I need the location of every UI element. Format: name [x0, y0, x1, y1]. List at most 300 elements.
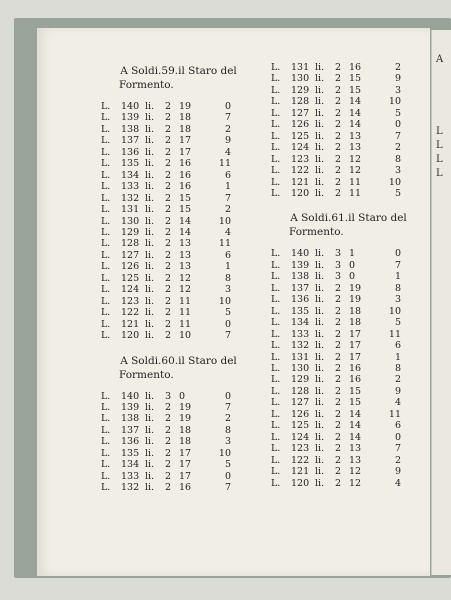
table-cell: li.: [315, 282, 325, 294]
table-cell: 18: [349, 305, 362, 317]
table-cell: 2: [165, 112, 172, 124]
section-title-line2: Formento.: [119, 79, 174, 91]
table-cell: li.: [315, 119, 325, 131]
table-cell: 14: [179, 226, 192, 238]
table-cell: 2: [335, 130, 342, 142]
table-cell: 140: [121, 390, 140, 402]
table-cell: 18: [179, 112, 192, 124]
table-row: [101, 273, 256, 284]
table-cell: 11: [349, 187, 362, 199]
table-cell: 129: [291, 374, 310, 386]
table-cell: 13: [349, 443, 362, 455]
table-cell: li.: [145, 318, 155, 330]
table-row: [271, 177, 426, 188]
table-row: [271, 108, 426, 119]
table-cell: li.: [315, 328, 325, 340]
table-cell: 16: [179, 169, 192, 181]
table-row: [101, 448, 256, 459]
table-cell: 140: [121, 101, 140, 112]
table-cell: 120: [121, 330, 140, 342]
table-cell: 10: [218, 295, 231, 307]
table-cell: L.: [101, 459, 111, 471]
table-cell: L.: [271, 187, 281, 199]
table-cell: 2: [165, 424, 172, 436]
table-row: [101, 238, 256, 249]
table-row: [271, 374, 426, 385]
table-cell: 2: [165, 101, 172, 112]
table-cell: 11: [179, 295, 192, 307]
table-cell: 19: [349, 282, 362, 294]
table-row: [271, 73, 426, 84]
table-cell: L.: [271, 305, 281, 317]
table-cell: 12: [349, 165, 362, 177]
table-row: [101, 284, 256, 295]
table-cell: 11: [349, 176, 362, 188]
table-cell: li.: [315, 187, 325, 199]
table-row: [271, 188, 426, 199]
table-cell: 0: [394, 248, 401, 260]
table-cell: L.: [101, 249, 111, 261]
table-row: [101, 471, 256, 482]
table-cell: 136: [121, 146, 140, 158]
table-cell: 2: [335, 107, 342, 119]
table-cell: 11: [388, 408, 401, 420]
table-cell: li.: [315, 107, 325, 119]
table-cell: 2: [165, 459, 172, 471]
table-cell: 13: [179, 261, 192, 273]
table-cell: 122: [121, 307, 140, 319]
table-cell: 123: [121, 295, 140, 307]
table-cell: 8: [224, 424, 231, 436]
table-cell: 0: [224, 101, 231, 112]
table-cell: 2: [165, 295, 172, 307]
table-cell: li.: [315, 176, 325, 188]
table-cell: 127: [291, 397, 310, 409]
table-cell: L.: [271, 176, 281, 188]
table-cell: li.: [315, 271, 325, 283]
table-cell: 131: [291, 62, 310, 73]
table-cell: 130: [291, 73, 310, 85]
table-row: [271, 340, 426, 351]
table-cell: 14: [349, 119, 362, 131]
table-cell: L.: [101, 146, 111, 158]
table-cell: 3: [224, 284, 231, 296]
table-cell: 0: [224, 470, 231, 482]
table-cell: li.: [145, 470, 155, 482]
table-cell: 138: [121, 413, 140, 425]
table-cell: 11: [218, 158, 231, 170]
table-cell: L.: [271, 142, 281, 154]
table-cell: 120: [291, 187, 310, 199]
table-cell: 2: [335, 443, 342, 455]
table-cell: 3: [335, 248, 342, 260]
table-row: [271, 386, 426, 397]
table-cell: 17: [349, 351, 362, 363]
table-cell: 10: [388, 96, 401, 108]
table-cell: L.: [271, 351, 281, 363]
table-cell: 15: [349, 73, 362, 85]
left-column: [101, 62, 256, 494]
table-cell: L.: [101, 204, 111, 216]
table-row: [101, 204, 256, 215]
table-cell: 135: [121, 158, 140, 170]
table-cell: 2: [335, 153, 342, 165]
table-cell: li.: [145, 401, 155, 413]
table-cell: li.: [145, 447, 155, 459]
table-cell: L.: [101, 436, 111, 448]
table-row: [101, 436, 256, 447]
table-cell: 7: [224, 401, 231, 413]
table-cell: 120: [291, 477, 310, 489]
table-cell: 2: [165, 330, 172, 342]
table-cell: 129: [121, 226, 140, 238]
table-row: [271, 432, 426, 443]
table-cell: 138: [291, 271, 310, 283]
table-cell: 14: [349, 408, 362, 420]
table-row: [101, 250, 256, 261]
table-cell: L.: [271, 374, 281, 386]
table-cell: L.: [271, 397, 281, 409]
right-column: [271, 62, 426, 489]
table-cell: 121: [121, 318, 140, 330]
table-cell: 2: [165, 272, 172, 284]
table-cell: L.: [271, 282, 281, 294]
table-cell: 0: [394, 119, 401, 131]
table-row: [271, 363, 426, 374]
table-cell: 2: [165, 204, 172, 216]
table-cell: 125: [121, 272, 140, 284]
table-cell: 2: [335, 73, 342, 85]
table-cell: 5: [394, 317, 401, 329]
table-cell: 2: [394, 142, 401, 154]
table-row: [271, 85, 426, 96]
table-cell: 16: [349, 374, 362, 386]
table-cell: 10: [218, 215, 231, 227]
table-cell: li.: [145, 158, 155, 170]
table-cell: li.: [315, 142, 325, 154]
table-cell: li.: [315, 248, 325, 260]
table-cell: 10: [388, 305, 401, 317]
table-cell: 17: [349, 340, 362, 352]
table-cell: 2: [335, 374, 342, 386]
table-cell: 137: [121, 135, 140, 147]
table-row: [101, 307, 256, 318]
table-cell: L.: [271, 130, 281, 142]
table-cell: L.: [101, 470, 111, 482]
table-cell: 8: [224, 272, 231, 284]
section-gap: [271, 199, 426, 209]
table-row: [101, 181, 256, 192]
table-cell: li.: [315, 62, 325, 73]
table-cell: L.: [101, 390, 111, 402]
table-row: [271, 455, 426, 466]
table-cell: li.: [145, 330, 155, 342]
table-cell: 13: [349, 130, 362, 142]
table-cell: li.: [315, 397, 325, 409]
table-cell: 2: [165, 261, 172, 273]
section-title: [271, 211, 426, 239]
table-cell: 134: [291, 317, 310, 329]
table-cell: li.: [315, 130, 325, 142]
table-cell: 2: [335, 142, 342, 154]
table-cell: 125: [291, 130, 310, 142]
table-cell: li.: [315, 84, 325, 96]
table-cell: L.: [271, 466, 281, 478]
table-cell: li.: [145, 249, 155, 261]
table-cell: L.: [101, 447, 111, 459]
table-cell: 2: [335, 84, 342, 96]
table-cell: 6: [394, 420, 401, 432]
table-cell: 2: [335, 305, 342, 317]
table-cell: 13: [349, 454, 362, 466]
table-cell: 126: [121, 261, 140, 273]
table-cell: 122: [291, 165, 310, 177]
table-cell: 131: [291, 351, 310, 363]
table-cell: li.: [145, 226, 155, 238]
table-cell: li.: [145, 413, 155, 425]
table-cell: li.: [315, 443, 325, 455]
table-cell: li.: [315, 477, 325, 489]
table-cell: li.: [145, 123, 155, 135]
table-cell: 2: [165, 169, 172, 181]
table-row: [101, 147, 256, 158]
table-cell: li.: [145, 436, 155, 448]
table-cell: 2: [165, 436, 172, 448]
table-cell: 2: [165, 192, 172, 204]
table-cell: 132: [291, 340, 310, 352]
table-cell: 16: [179, 482, 192, 494]
table-cell: 16: [349, 362, 362, 374]
table-cell: L.: [271, 96, 281, 108]
table-cell: 19: [179, 101, 192, 112]
table-cell: 3: [394, 165, 401, 177]
table-cell: li.: [315, 420, 325, 432]
table-row: [271, 260, 426, 271]
table-cell: 132: [121, 482, 140, 494]
table-cell: 139: [291, 259, 310, 271]
table-cell: L.: [271, 477, 281, 489]
table-cell: 2: [335, 431, 342, 443]
table-cell: 137: [291, 282, 310, 294]
table-cell: li.: [315, 259, 325, 271]
section-title-line1: A Soldi.59.il Staro del: [120, 65, 237, 77]
table-cell: L.: [271, 73, 281, 85]
table-cell: li.: [145, 146, 155, 158]
table-cell: 126: [291, 119, 310, 131]
table-cell: 2: [335, 408, 342, 420]
table-cell: 2: [165, 146, 172, 158]
next-page-edge: [431, 30, 451, 575]
table-cell: L.: [101, 272, 111, 284]
table-cell: L.: [271, 328, 281, 340]
table-cell: L.: [271, 420, 281, 432]
table-cell: L.: [101, 101, 111, 112]
table-cell: 18: [179, 424, 192, 436]
table-cell: 128: [291, 96, 310, 108]
table-cell: 10: [388, 176, 401, 188]
table-cell: li.: [145, 101, 155, 112]
table-cell: L.: [101, 318, 111, 330]
table-cell: 3: [335, 271, 342, 283]
table-row: [101, 330, 256, 341]
table-cell: li.: [315, 165, 325, 177]
table-cell: 2: [335, 187, 342, 199]
table-cell: 134: [121, 459, 140, 471]
table-cell: li.: [145, 307, 155, 319]
section-title-line2: Formento.: [119, 368, 174, 381]
table-cell: 121: [291, 466, 310, 478]
table-cell: 126: [291, 408, 310, 420]
table-cell: 2: [165, 447, 172, 459]
table-cell: 17: [179, 146, 192, 158]
section-title: [101, 64, 256, 92]
table-cell: 2: [335, 165, 342, 177]
table-row: [271, 154, 426, 165]
table-cell: 133: [121, 181, 140, 193]
table-cell: 2: [335, 340, 342, 352]
table-row: [271, 478, 426, 489]
table-cell: 129: [291, 84, 310, 96]
table-cell: L.: [271, 107, 281, 119]
table-cell: L.: [101, 330, 111, 342]
table-cell: 137: [121, 424, 140, 436]
table-cell: 7: [224, 330, 231, 342]
table-cell: 4: [224, 226, 231, 238]
table-cell: li.: [145, 295, 155, 307]
table-cell: 127: [121, 249, 140, 261]
table-cell: L.: [101, 169, 111, 181]
table-cell: 2: [335, 362, 342, 374]
table-cell: 3: [224, 436, 231, 448]
table-cell: L.: [271, 259, 281, 271]
table-row: [271, 283, 426, 294]
table-row: [101, 261, 256, 272]
table-cell: 1: [224, 261, 231, 273]
table-cell: L.: [271, 62, 281, 73]
table-cell: 139: [121, 401, 140, 413]
table-cell: 136: [121, 436, 140, 448]
table-cell: L.: [271, 119, 281, 131]
table-row: [101, 135, 256, 146]
table-cell: 15: [179, 204, 192, 216]
table-cell: 15: [349, 397, 362, 409]
table-cell: 8: [394, 282, 401, 294]
table-cell: 2: [165, 482, 172, 494]
table-cell: L.: [101, 413, 111, 425]
table-row: [101, 425, 256, 436]
table-cell: 9: [394, 385, 401, 397]
table-cell: 8: [394, 362, 401, 374]
table-cell: L.: [271, 165, 281, 177]
table-cell: li.: [315, 294, 325, 306]
table-cell: li.: [315, 431, 325, 443]
table-row: [271, 317, 426, 328]
table-cell: 125: [291, 420, 310, 432]
table-cell: li.: [315, 305, 325, 317]
table-row: [271, 329, 426, 340]
table-cell: L.: [101, 192, 111, 204]
table-cell: L.: [271, 362, 281, 374]
table-cell: 7: [394, 130, 401, 142]
table-cell: L.: [101, 307, 111, 319]
table-cell: L.: [101, 424, 111, 436]
table-cell: 11: [179, 307, 192, 319]
section-gap: [101, 342, 256, 352]
next-page-text-fragment: L: [436, 140, 443, 151]
table-cell: 1: [394, 351, 401, 363]
table-row: [101, 216, 256, 227]
table-cell: 11: [179, 318, 192, 330]
table-cell: L.: [271, 431, 281, 443]
table-cell: 2: [165, 413, 172, 425]
table-cell: li.: [145, 181, 155, 193]
table-cell: li.: [315, 351, 325, 363]
table-cell: 0: [394, 431, 401, 443]
table-cell: 3: [335, 259, 342, 271]
table-cell: 0: [224, 318, 231, 330]
table-cell: 132: [121, 192, 140, 204]
table-cell: 13: [349, 142, 362, 154]
table-cell: 2: [165, 238, 172, 250]
table-cell: 2: [335, 317, 342, 329]
table-cell: 13: [179, 238, 192, 250]
table-cell: 2: [165, 284, 172, 296]
table-cell: 17: [179, 470, 192, 482]
table-cell: L.: [101, 226, 111, 238]
section-title: [101, 354, 256, 382]
table-row: [271, 443, 426, 454]
table-cell: 2: [335, 466, 342, 478]
table-row: [271, 409, 426, 420]
table-cell: li.: [315, 340, 325, 352]
table-cell: L.: [101, 401, 111, 413]
table-cell: li.: [315, 153, 325, 165]
table-cell: 121: [291, 176, 310, 188]
section-title-line1: A Soldi.61.il Staro del: [290, 212, 407, 225]
section-title-line1: A Soldi.60.il Staro del: [120, 354, 237, 367]
table-cell: 9: [394, 466, 401, 478]
table-cell: 3: [165, 390, 172, 402]
table-cell: li.: [145, 284, 155, 296]
table-cell: 2: [165, 249, 172, 261]
table-cell: 2: [394, 454, 401, 466]
table-cell: 2: [224, 413, 231, 425]
table-cell: 18: [179, 123, 192, 135]
table-row: [101, 227, 256, 238]
table-cell: 2: [165, 307, 172, 319]
table-cell: li.: [145, 261, 155, 273]
table-cell: 139: [121, 112, 140, 124]
table-cell: 2: [335, 351, 342, 363]
table-row: [271, 142, 426, 153]
table-cell: 2: [335, 328, 342, 340]
table-cell: 6: [394, 340, 401, 352]
table-cell: 9: [394, 73, 401, 85]
table-cell: L.: [101, 181, 111, 193]
table-cell: li.: [145, 459, 155, 471]
table-cell: li.: [315, 73, 325, 85]
table-cell: L.: [271, 408, 281, 420]
table-cell: L.: [271, 443, 281, 455]
table-cell: 7: [394, 443, 401, 455]
table-cell: 122: [291, 454, 310, 466]
table-row: [271, 96, 426, 107]
table-cell: 127: [291, 107, 310, 119]
table-cell: L.: [101, 112, 111, 124]
table-cell: 2: [165, 135, 172, 147]
table-cell: 2: [165, 123, 172, 135]
table-cell: li.: [145, 192, 155, 204]
